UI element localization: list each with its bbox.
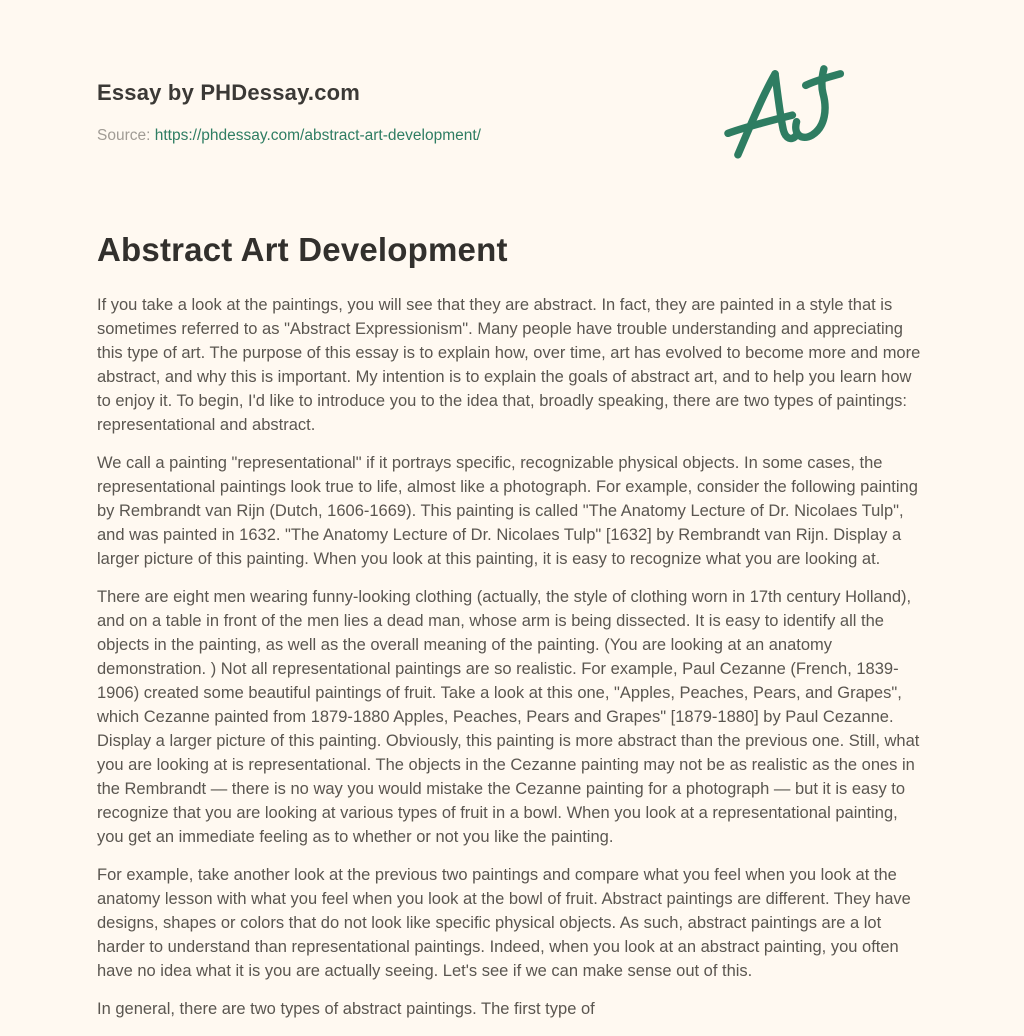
essay-paragraph: If you take a look at the paintings, you will see that they are abstract. In fact, they are painted in a style that is sometimes referred to as "Abstract Expressionism". Many people have trouble understanding and appreciating this type of art. The purpose of this essay is to explain how, over time, art has evolved to become more and more abstract, and why this is important. My intention is to explain the goals of abstract art, and to help you learn how to enjoy it. To begin, I'd like to introduce you to the idea that, broadly speaking, there are two types of paintings: representational and abstract. bbox=[97, 296, 921, 434]
essay-paragraph: For example, take another look at the previous two paintings and compare what you feel when you look at the anatomy lesson with what you feel when you look at the bowl of fruit. Abstract paintings are different. They have designs, shapes or colors that do not look like specific physical objects. As such, abstract paintings are a lot harder to understand than representational paintings. Indeed, when you look at an abstract painting, you often have no idea what it is you are actually seeing. Let's see if we can make sense out of this. bbox=[97, 866, 911, 980]
essay-content bbox=[97, 0, 927, 1035]
source-line bbox=[97, 127, 927, 145]
essay-paragraph: In general, there are two types of abstract paintings. The first type of bbox=[97, 1000, 595, 1018]
essay-title: Abstract Art Development bbox=[97, 231, 508, 268]
essay-paragraph: There are eight men wearing funny-looking clothing (actually, the style of clothing worn in 17th century Holland), and on a table in front of the men lies a dead man, whose arm is being dissected. It is easy to identify all the objects in the painting, as well as the overall meaning of the painting. (You are looking at an anatomy demonstration. ) Not all representational paintings are so realistic. For example, Paul Cezanne (French, 1839-1906) created some beautiful paintings of fruit. Take a look at this one, "Apples, Peaches, Pears, and Grapes", which Cezanne painted from 1879-1880 Apples, Peaches, Pears and Grapes" [1879-1880] by Paul Cezanne. Display a larger picture of this painting. Obviously, this painting is more abstract than the previous one. Still, what you are looking at is representational. The objects in the Cezanne painting may not be as realistic as the ones in the Rembrandt — there is no way you would mistake the Cezanne painting for a photograph — but it is easy to recognize that you are looking at various types of fruit in a bowl. When you look at a representational painting, you get an immediate feeling as to whether or not you like the painting. bbox=[97, 588, 920, 846]
site-title: Essay by PHDessay.com bbox=[97, 80, 361, 105]
essay-paragraph: We call a painting "representational" if it portrays specific, recognizable physical objects. In some cases, the representational paintings look true to life, almost like a photograph. For example, consider the following painting by Rembrandt van Rijn (Dutch, 1606-1669). This painting is called "The Anatomy Lecture of Dr. Nicolaes Tulp", and was painted in 1632. "The Anatomy Lecture of Dr. Nicolaes Tulp" [1632] by Rembrandt van Rijn. Display a larger picture of this painting. When you look at this painting, it is easy to recognize what you are looking at. bbox=[97, 454, 918, 568]
source-url-link[interactable]: https://phdessay.com/abstract-art-development/ bbox=[154, 127, 481, 144]
source-label: Source: bbox=[97, 127, 151, 144]
essay-body bbox=[97, 293, 927, 1021]
